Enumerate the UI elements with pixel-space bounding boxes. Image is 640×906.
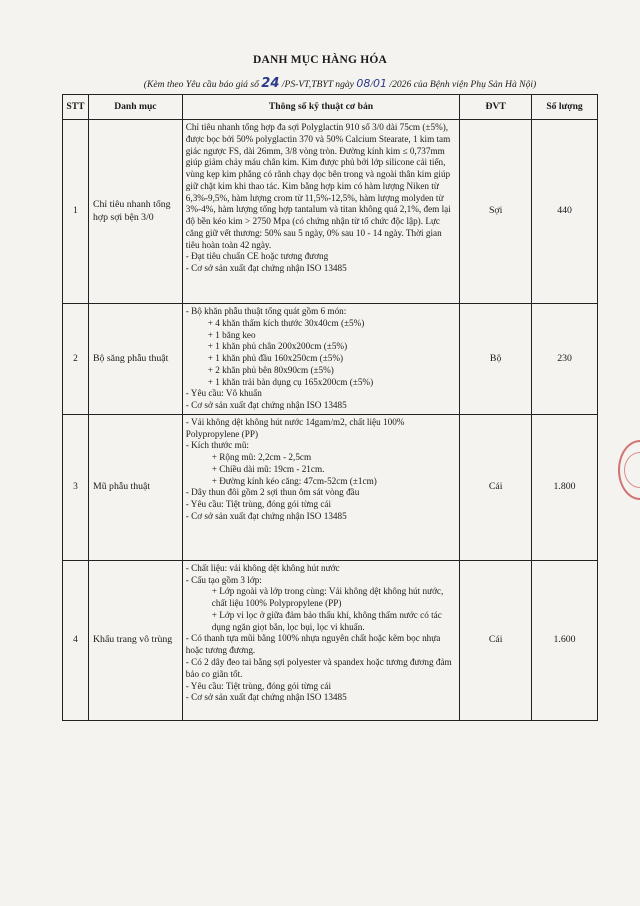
row-stt: 1 xyxy=(63,120,89,304)
table-row xyxy=(63,414,598,560)
spec-line: + 1 khăn trải bàn dụng cụ 165x200cm (±5%) xyxy=(207,376,374,387)
spec-line: + Lớp ngoài và lớp trong cùng: Vải không dệt không hút nước, chất liệu 100% Polypropylene (PP) xyxy=(211,586,444,609)
header-unit: ĐVT xyxy=(460,95,532,120)
row-spec xyxy=(182,304,459,415)
handwritten-day: 08 xyxy=(356,77,371,90)
row-qty: 1.800 xyxy=(532,414,598,560)
row-spec xyxy=(182,560,459,720)
spec-line: - Cơ sở sản xuất đạt chứng nhận ISO 13485 xyxy=(185,400,347,411)
row-stt: 3 xyxy=(63,414,89,560)
row-name: Bộ săng phẫu thuật xyxy=(88,304,182,415)
spec-line: - Cấu tạo gồm 3 lớp: xyxy=(185,574,262,585)
row-qty: 440 xyxy=(532,120,598,304)
document-title: DANH MỤC HÀNG HÓA xyxy=(252,54,388,66)
spec-line: + Đường kính kéo căng: 47cm-52cm (±1cm) xyxy=(211,475,377,486)
spec-line: - Đạt tiêu chuẩn CE hoặc tương đương xyxy=(185,251,329,262)
handwritten-month: 01 xyxy=(373,77,388,90)
table-header-row xyxy=(63,95,598,120)
row-name: Khẩu trang vô trùng xyxy=(88,560,182,720)
row-unit: Sợi xyxy=(460,120,532,304)
spec-line: - Cơ sở sản xuất đạt chứng nhận ISO 13485 xyxy=(185,692,347,703)
spec-line: + 1 khăn phủ đầu 160x250cm (±5%) xyxy=(207,353,344,364)
row-qty: 1.600 xyxy=(532,560,598,720)
subtitle-slash: / xyxy=(370,79,374,90)
spec-line: + Chiều dài mũ: 19cm - 21cm. xyxy=(211,463,325,474)
subtitle-middle: /PS-VT,TBYT ngày xyxy=(281,79,354,90)
spec-line: - Yêu cầu: Tiệt trùng, đóng gói từng cái xyxy=(185,680,332,691)
spec-line: + Lớp vi lọc ở giữa đảm bảo thấu khí, không thấm nước có tác dụng ngăn giọt bắn, lọc bụi, lọc vi khuẩn. xyxy=(211,609,442,632)
header-stt: STT xyxy=(63,95,89,120)
spec-line: - Cơ sở sản xuất đạt chứng nhận ISO 13485 xyxy=(185,511,347,522)
goods-table xyxy=(62,94,598,721)
table-row xyxy=(63,304,598,415)
spec-line: - Kích thước mũ: xyxy=(185,440,249,451)
spec-line: + 2 khăn phủ bên 80x90cm (±5%) xyxy=(207,364,334,375)
document-subtitle xyxy=(60,76,620,91)
row-spec xyxy=(182,414,459,560)
spec-line: - Yêu cầu: Tiệt trùng, đóng gói từng cái xyxy=(185,499,332,510)
spec-line: + 1 băng keo xyxy=(207,329,256,340)
spec-line: - Có 2 dây đeo tai bằng sợi polyester và spandex hoặc tương đương đảm bảo co giãn tốt. xyxy=(185,657,452,679)
table-row xyxy=(63,120,598,304)
row-unit: Bộ xyxy=(460,304,532,415)
table-row xyxy=(63,560,598,720)
spec-line: - Có thanh tựa mũi bằng 100% nhựa nguyên chất hoặc kẽm bọc nhựa hoặc tương đương. xyxy=(185,633,441,656)
header-qty: Số lượng xyxy=(532,95,598,120)
header-spec: Thông số kỹ thuật cơ bản xyxy=(182,95,459,120)
spec-line: - Cơ sở sản xuất đạt chứng nhận ISO 13485 xyxy=(185,263,347,274)
spec-line: - Chất liệu: vải không dệt không hút nước xyxy=(185,562,340,573)
row-name: Mũ phẫu thuật xyxy=(88,414,182,560)
subtitle-prefix: (Kèm theo Yêu cầu báo giá số xyxy=(143,79,259,90)
row-unit: Cái xyxy=(460,560,532,720)
spec-line: + 1 khăn phủ chân 200x200cm (±5%) xyxy=(207,341,348,352)
spec-line: - Yêu cầu: Vô khuẩn xyxy=(185,388,262,399)
row-stt: 4 xyxy=(63,560,89,720)
spec-line: - Dây thun đôi gồm 2 sợi thun ôm sát vòng đầu xyxy=(185,487,360,498)
subtitle-suffix: /2026 của Bệnh viện Phụ Sản Hà Nội) xyxy=(389,79,537,90)
row-name: Chỉ tiêu nhanh tổng hợp sợi bện 3/0 xyxy=(88,120,182,304)
row-spec xyxy=(182,120,459,304)
handwritten-number: 24 xyxy=(261,76,280,91)
header-name: Danh mục xyxy=(88,95,182,120)
spec-line: - Bộ khăn phẫu thuật tổng quát gồm 6 món: xyxy=(185,306,347,316)
spec-line: + 4 khăn thấm kích thước 30x40cm (±5%) xyxy=(207,317,365,328)
row-stt: 2 xyxy=(63,304,89,415)
spec-line: - Vải không dệt không hút nước 14gam/m2, chất liệu 100% Polypropylene (PP) xyxy=(185,416,405,439)
spec-line: + Rộng mũ: 2,2cm - 2,5cm xyxy=(211,452,312,463)
spec-line: Chỉ tiêu nhanh tổng hợp đa sợi Polyglactin 910 số 3/0 dài 75cm (±5%), được bọc bởi 50% polyglactin 370 và 50% Calcium Stearate, 1 kim tam giác ngược FS, dài 26mm, 3/8 vòng tròn. Đường kính kim ≤ 0,737mm giúp giảm chảy máu chân kim. Kim được phủ bởi lớp silicone cải tiến, vùng kẹp kim phẳng có rãnh chạy dọc bên trong và ngoài thân kim giúp giữ chặt kim khi thao tác. Kim bằng hợp kim có hàm lượng Niken từ 6,3%-9,5%, hàm lượng crom từ 11,5%-12,5%, hàm lượng molyden từ 3%-4%, hàm lượng tổng hợp tantalum và titan không quá 2,1%, đem lại độ bền kéo kim > 2750 Mpa (có chứng nhận từ tổ chức độc lập). Lực căng giữ vết thương: 50% sau 5 ngày, 0% sau 10 - 14 ngày. Thời gian tiêu hoàn toàn 42 ngày. xyxy=(185,122,451,250)
row-unit: Cái xyxy=(460,414,532,560)
row-qty: 230 xyxy=(532,304,598,415)
